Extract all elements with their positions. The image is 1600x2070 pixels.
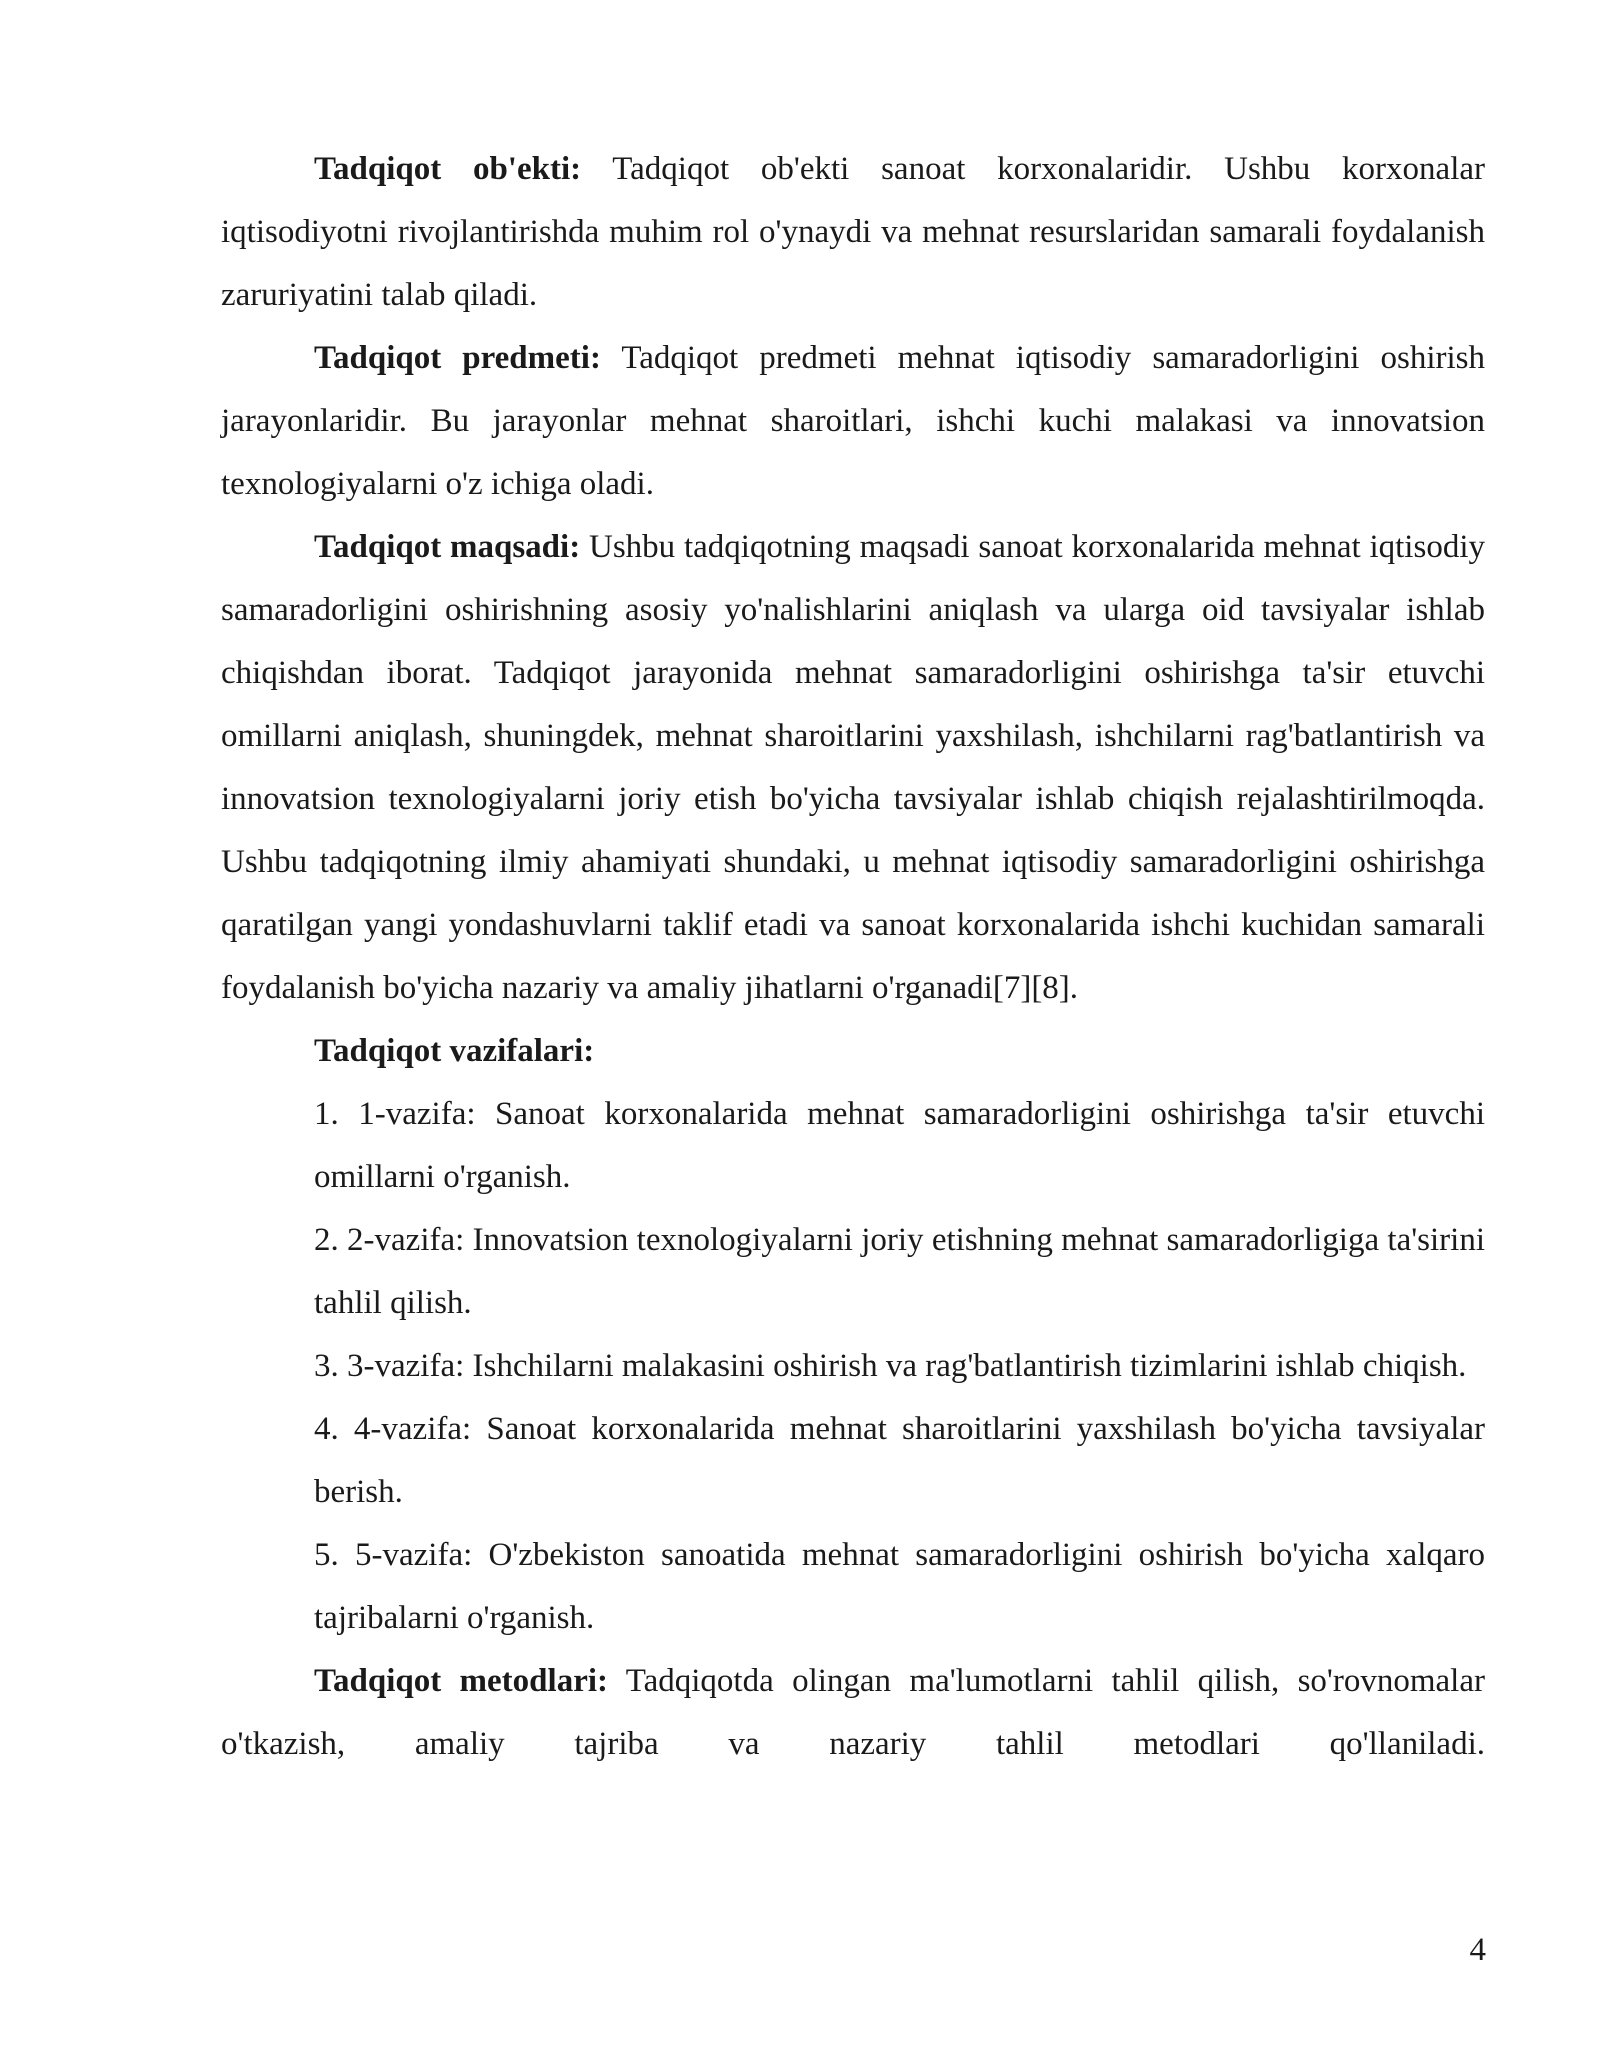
list-item: 5. 5-vazifa: O'zbekiston sanoatida mehnat samaradorligini oshirish bo'yicha xalqaro tajribalarni o'rganish. xyxy=(314,1537,1485,1636)
research-tasks-label: Tadqiqot vazifalari: xyxy=(314,1033,595,1069)
research-subject-label: Tadqiqot predmeti: xyxy=(314,340,601,376)
list-item: 4. 4-vazifa: Sanoat korxonalarida mehnat sharoitlarini yaxshilash bo'yicha tavsiyalar berish. xyxy=(314,1411,1485,1510)
paragraph-research-subject xyxy=(221,327,1485,516)
list-item: 1. 1-vazifa: Sanoat korxonalarida mehnat samaradorligini oshirishga ta'sir etuvchi omillarni o'rganish. xyxy=(314,1096,1485,1195)
tasks-list xyxy=(221,1083,1485,1650)
research-goal-text: Ushbu tadqiqotning maqsadi sanoat korxonalarida mehnat iqtisodiy samaradorligini oshirishning asosiy yo'nalishlarini aniqlash va ularga oid tavsiyalar ishlab chiqishdan iborat. Tadqiqot jarayonida mehnat samaradorligini oshirishga ta'sir etuvchi omillarni aniqlash, shuningdek, mehnat sharoitlarini yaxshilash, ishchilarni rag'batlantirish va innovatsion texnologiyalarni joriy etish bo'yicha tavsiyalar ishlab chiqish rejalashtirilmoqda. Ushbu tadqiqotning ilmiy ahamiyati shundaki, u mehnat iqtisodiy samaradorligini oshirishga qaratilgan yangi yondashuvlarni taklif etadi va sanoat korxonalarida ishchi kuchidan samarali foydalanish bo'yicha nazariy va amaliy jihatlarni o'rganadi[7][8]. xyxy=(221,529,1485,1006)
list-item: 2. 2-vazifa: Innovatsion texnologiyalarni joriy etishning mehnat samaradorligiga ta'sirini tahlil qilish. xyxy=(314,1222,1485,1321)
research-methods-label: Tadqiqot metodlari: xyxy=(314,1663,608,1699)
paragraph-research-tasks xyxy=(314,1020,1485,1083)
page-number: 4 xyxy=(1469,1932,1486,1968)
research-methods-text: Tadqiqotda olingan ma'lumotlarni tahlil qilish, so'rovnomalar o'tkazish, amaliy tajriba va nazariy tahlil metodlari qo'llaniladi. xyxy=(221,1663,1485,1762)
paragraph-research-goal xyxy=(221,516,1485,1020)
research-object-text: Tadqiqot ob'ekti sanoat korxonalaridir. Ushbu korxonalar iqtisodiyotni rivojlantirishda muhim rol o'ynaydi va mehnat resurslaridan samarali foydalanish zaruriyatini talab qiladi. xyxy=(221,151,1485,313)
document-page xyxy=(221,138,1485,1776)
research-subject-text: Tadqiqot predmeti mehnat iqtisodiy samaradorligini oshirish jarayonlaridir. Bu jarayonlar mehnat sharoitlari, ishchi kuchi malakasi va innovatsion texnologiyalarni o'z ichiga oladi. xyxy=(221,340,1485,502)
research-object-label: Tadqiqot ob'ekti: xyxy=(314,151,582,187)
research-goal-label: Tadqiqot maqsadi: xyxy=(314,529,581,565)
list-item: 3. 3-vazifa: Ishchilarni malakasini oshirish va rag'batlantirish tizimlarini ishlab chiqish. xyxy=(314,1348,1467,1384)
paragraph-research-methods xyxy=(221,1650,1485,1776)
paragraph-research-object xyxy=(221,138,1485,327)
